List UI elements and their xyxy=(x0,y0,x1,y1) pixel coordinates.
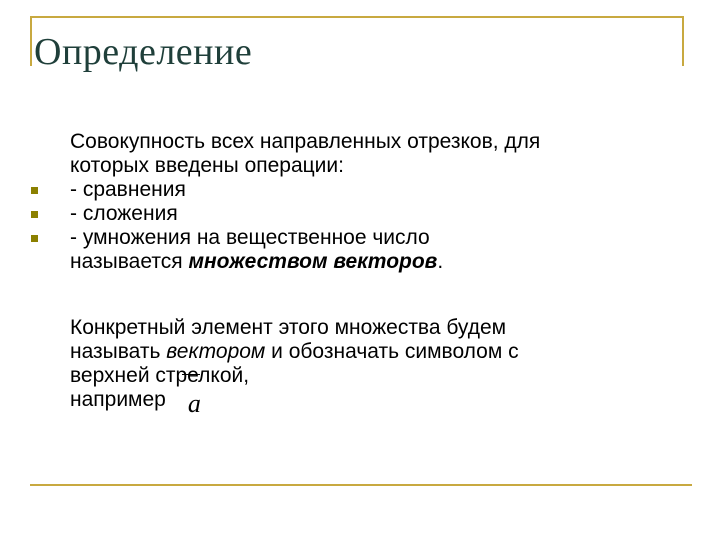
square-bullet-icon xyxy=(31,235,38,242)
frame-right-line xyxy=(682,16,684,66)
paragraph2-line4 xyxy=(70,388,690,418)
line2-prefix: называть xyxy=(70,340,167,363)
frame-bottom-line xyxy=(30,484,692,486)
paragraph2-line1: Конкретный элемент этого множества будем xyxy=(70,316,507,339)
bullet-item-multiplication xyxy=(70,226,690,250)
conclusion-prefix: называется xyxy=(70,250,189,273)
line2-suffix: и обозначать символом с xyxy=(265,340,519,363)
slide-title: Определение xyxy=(34,31,253,73)
vector-letter: a xyxy=(187,389,201,418)
vector-term: вектором xyxy=(166,340,266,363)
vector-overline xyxy=(182,374,200,375)
paragraph2-line3: верхней стрелкой, xyxy=(70,364,250,387)
defined-term: множеством векторов xyxy=(188,250,438,273)
paragraph1-line1: Совокупность всех направленных отрезков, для xyxy=(70,130,541,153)
bullet-text: - сравнения xyxy=(70,178,186,201)
paragraph1-line2: которых введены операции: xyxy=(70,154,344,177)
paragraph2-line2 xyxy=(70,340,690,364)
bullet-text: - умножения на вещественное число xyxy=(70,226,430,249)
conclusion-suffix: . xyxy=(437,250,444,273)
frame-left-line xyxy=(30,16,32,66)
bullet-item-comparison xyxy=(70,178,690,202)
example-label: например xyxy=(70,388,166,411)
bullet-item-addition xyxy=(70,202,690,226)
vector-a-formula xyxy=(187,389,201,418)
square-bullet-icon xyxy=(31,211,38,218)
bullet-text: - сложения xyxy=(70,202,178,225)
slide-body xyxy=(70,130,690,418)
square-bullet-icon xyxy=(31,187,38,194)
frame-top-line xyxy=(30,16,684,18)
paragraph1-conclusion xyxy=(70,250,690,274)
